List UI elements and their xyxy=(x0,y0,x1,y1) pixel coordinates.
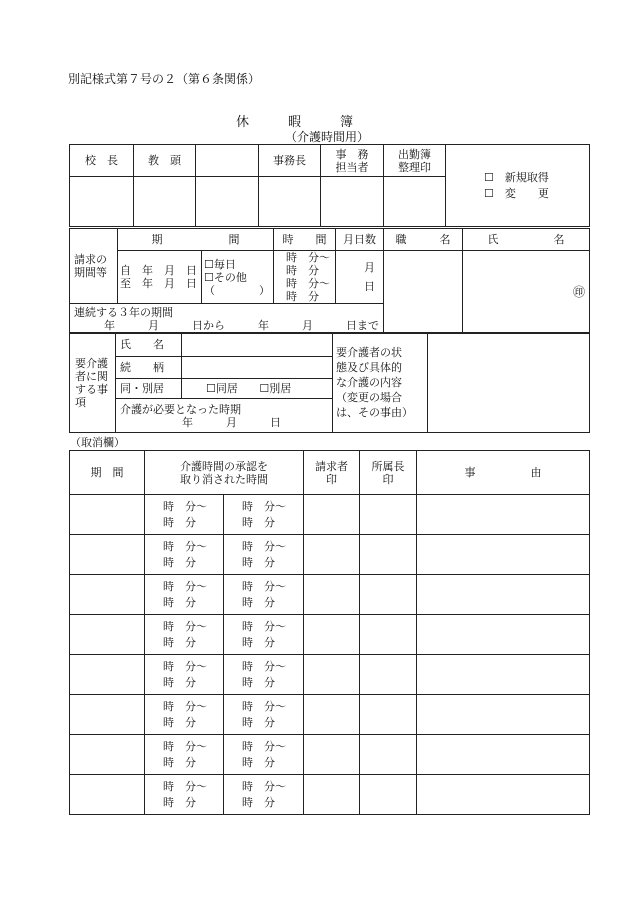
option-other[interactable]: ☐その他 xyxy=(204,270,247,284)
care-row-label xyxy=(70,333,116,433)
time-line-1: 時 分〜 xyxy=(286,251,330,264)
chief-seal-cell[interactable] xyxy=(360,575,417,615)
care-state-line-3: な介護の内容 xyxy=(336,376,402,389)
chief-seal-cell[interactable] xyxy=(360,615,417,655)
vice-principal-header: 教 頭 xyxy=(134,145,196,177)
cancel-time-start-cell[interactable] xyxy=(145,655,224,695)
cancel-time-from: 時 分〜 xyxy=(163,740,207,753)
cancel-row xyxy=(70,575,590,615)
month-unit: 月 xyxy=(364,261,375,274)
office-chief-seal-box[interactable] xyxy=(259,177,321,227)
position-value[interactable] xyxy=(384,251,463,334)
staff-in-charge-line-2: 担当者 xyxy=(335,160,369,174)
chief-header-1: 所属長 xyxy=(371,459,405,473)
cancel-row xyxy=(70,495,590,535)
cancel-time-to: 時 分 xyxy=(163,636,196,649)
cancel-time-end-cell[interactable] xyxy=(224,735,304,775)
cancel-time-to: 時 分 xyxy=(163,676,196,689)
period-dates[interactable] xyxy=(118,251,202,304)
approval-table xyxy=(69,144,590,227)
chief-seal-header xyxy=(360,451,417,495)
cancel-time-start-cell[interactable] xyxy=(145,575,224,615)
reason-cell[interactable] xyxy=(417,735,590,775)
day-unit: 日 xyxy=(364,280,375,293)
cancel-time-from: 時 分〜 xyxy=(163,500,207,513)
needed-since[interactable] xyxy=(116,399,333,433)
cancel-time-from: 時 分〜 xyxy=(163,620,207,633)
principal-header: 校 長 xyxy=(70,145,134,177)
option-change[interactable]: ☐ 変 更 xyxy=(484,187,549,200)
chief-seal-cell[interactable] xyxy=(360,535,417,575)
cancel-period-cell[interactable] xyxy=(70,535,145,575)
cancel-period-header: 期 間 xyxy=(70,451,145,495)
three-year-label: 連続する３年の期間 xyxy=(74,305,173,319)
cancel-time-from: 時 分〜 xyxy=(242,620,286,633)
cancel-time-from: 時 分〜 xyxy=(242,740,286,753)
cancel-period-cell[interactable] xyxy=(70,655,145,695)
requester-seal-cell[interactable] xyxy=(304,735,360,775)
office-chief-header: 事務長 xyxy=(259,145,321,177)
cancel-time-end-cell[interactable] xyxy=(224,775,304,815)
days-count[interactable] xyxy=(336,251,384,304)
cancel-time-from: 時 分〜 xyxy=(242,780,286,793)
cancel-period-cell[interactable] xyxy=(70,575,145,615)
time-line-4: 時 分 xyxy=(286,290,319,303)
cancel-time-from: 時 分〜 xyxy=(242,660,286,673)
cancel-row xyxy=(70,775,590,815)
option-cohabit-same[interactable]: ☐同居 xyxy=(206,382,238,395)
position-header: 職 名 xyxy=(384,229,463,251)
reason-cell[interactable] xyxy=(417,495,590,535)
reason-cell[interactable] xyxy=(417,535,590,575)
cancel-row xyxy=(70,735,590,775)
reason-cell[interactable] xyxy=(417,655,590,695)
option-other-paren: （ ） xyxy=(204,283,270,297)
chief-header-2: 印 xyxy=(382,472,394,486)
cancel-period-cell[interactable] xyxy=(70,695,145,735)
attendance-seal-line-1: 出勤簿 xyxy=(398,147,431,161)
needed-since-label: 介護が必要となった時期 xyxy=(120,402,241,416)
requester-seal-cell[interactable] xyxy=(304,575,360,615)
care-state-line-4: （変更の場合 xyxy=(336,391,402,404)
cancel-period-cell[interactable] xyxy=(70,735,145,775)
to-date: 至 年 月 日 xyxy=(120,277,197,290)
cancel-time-to: 時 分 xyxy=(242,756,275,769)
blank-seal-box[interactable] xyxy=(196,177,259,227)
care-name-value[interactable] xyxy=(182,333,333,357)
cancel-time-to: 時 分 xyxy=(242,596,275,609)
requester-seal-header xyxy=(304,451,360,495)
requester-seal-cell[interactable] xyxy=(304,775,360,815)
cancel-time-from: 時 分〜 xyxy=(242,500,286,513)
cancel-time-start-cell[interactable] xyxy=(145,495,224,535)
time-range[interactable] xyxy=(274,251,336,304)
cancel-time-to: 時 分 xyxy=(242,676,275,689)
request-row-label-2: 期間等 xyxy=(74,266,107,279)
staff-in-charge-header xyxy=(321,145,384,177)
requester-seal-cell[interactable] xyxy=(304,535,360,575)
care-state-line-2: 態及び具体的 xyxy=(336,361,402,374)
reason-cell[interactable] xyxy=(417,575,590,615)
cancel-time-from: 時 分〜 xyxy=(163,700,207,713)
cancel-time-from: 時 分〜 xyxy=(242,540,286,553)
care-state-value[interactable] xyxy=(428,333,590,433)
cancel-time-end-cell[interactable] xyxy=(224,655,304,695)
cancel-time-end-cell[interactable] xyxy=(224,575,304,615)
staff-seal-box[interactable] xyxy=(321,177,384,227)
vice-principal-seal-box[interactable] xyxy=(134,177,196,227)
cancel-table xyxy=(69,450,590,815)
cancel-time-start-cell[interactable] xyxy=(145,535,224,575)
chief-seal-cell[interactable] xyxy=(360,655,417,695)
staff-in-charge-line-1: 事 務 xyxy=(335,147,369,161)
cancel-time-from: 時 分〜 xyxy=(163,780,207,793)
requester-seal-cell[interactable] xyxy=(304,655,360,695)
option-daily[interactable]: ☐毎日 xyxy=(204,257,236,271)
care-label-4: 項 xyxy=(75,395,86,409)
cancel-time-start-cell[interactable] xyxy=(145,735,224,775)
form-number: 別記様式第７号の２（第６条関係） xyxy=(68,72,261,86)
cancel-row xyxy=(70,655,590,695)
cancel-period-cell[interactable] xyxy=(70,775,145,815)
cancel-time-start-cell[interactable] xyxy=(145,695,224,735)
cancel-time-to: 時 分 xyxy=(242,516,275,529)
cancel-time-start-cell[interactable] xyxy=(145,775,224,815)
requester-seal-cell[interactable] xyxy=(304,495,360,535)
cancel-time-to: 時 分 xyxy=(242,796,275,809)
cancel-period-cell[interactable] xyxy=(70,615,145,655)
request-row-label xyxy=(70,229,118,304)
blank-header xyxy=(196,145,259,177)
cancel-time-end-cell[interactable] xyxy=(224,535,304,575)
requester-seal-cell[interactable] xyxy=(304,615,360,655)
cancel-period-cell[interactable] xyxy=(70,495,145,535)
time-line-2: 時 分 xyxy=(286,264,319,277)
care-name-label: 氏 名 xyxy=(116,333,182,357)
cancel-section-label: （取消欄） xyxy=(70,436,125,449)
care-label-2: 者に関 xyxy=(75,369,108,383)
cancel-time-to: 時 分 xyxy=(163,516,196,529)
cancel-time-to: 時 分 xyxy=(163,796,196,809)
cancel-row xyxy=(70,535,590,575)
reason-cell[interactable] xyxy=(417,775,590,815)
attendance-seal-line-2: 整理印 xyxy=(398,160,431,174)
option-new[interactable]: ☐ 新規取得 xyxy=(484,171,549,184)
requester-header-1: 請求者 xyxy=(315,459,348,473)
request-table xyxy=(69,228,590,334)
chief-seal-cell[interactable] xyxy=(360,495,417,535)
days-header: 月日数 xyxy=(336,229,384,251)
requester-seal-cell[interactable] xyxy=(304,695,360,735)
cancel-time-end-cell[interactable] xyxy=(224,695,304,735)
time-header: 時 間 xyxy=(274,229,336,251)
attendance-seal-header xyxy=(384,145,446,177)
chief-seal-cell[interactable] xyxy=(360,775,417,815)
cancel-time-from: 時 分〜 xyxy=(163,660,207,673)
cancel-time-to: 時 分 xyxy=(242,636,275,649)
cancel-time-from: 時 分〜 xyxy=(163,580,207,593)
cancel-row xyxy=(70,695,590,735)
cohabit-label: 同・別居 xyxy=(116,379,182,399)
needed-since-date: 年 月 日 xyxy=(182,415,281,429)
three-year-period[interactable] xyxy=(70,304,384,334)
cohabit-options[interactable] xyxy=(182,379,333,399)
three-year-value: 年 月 日から 年 月 日まで xyxy=(104,318,379,332)
requester-header-2: 印 xyxy=(326,472,337,486)
cancel-time-to: 時 分 xyxy=(242,716,275,729)
care-state-line-5: は、その事由） xyxy=(336,406,413,419)
seal-mark: ㊞ xyxy=(572,284,585,299)
name-value[interactable] xyxy=(463,251,590,334)
relation-label: 続 柄 xyxy=(116,357,182,379)
reason-header: 事 由 xyxy=(417,451,590,495)
attendance-seal-box[interactable] xyxy=(384,177,446,227)
period-header: 期 間 xyxy=(118,229,274,251)
chief-seal-cell[interactable] xyxy=(360,695,417,735)
page-subtitle: （介護時間用） xyxy=(285,130,370,144)
cancel-row xyxy=(70,615,590,655)
cancel-time-to: 時 分 xyxy=(163,756,196,769)
cancel-time-to: 時 分 xyxy=(163,596,196,609)
reason-cell[interactable] xyxy=(417,695,590,735)
cancel-time-from: 時 分〜 xyxy=(242,580,286,593)
name-header: 氏 名 xyxy=(463,229,590,251)
request-row-label-1: 請求の xyxy=(74,253,107,266)
care-label-3: する事 xyxy=(75,382,108,396)
cancel-time-to: 時 分 xyxy=(163,556,196,569)
cancel-time-from: 時 分〜 xyxy=(242,700,286,713)
option-cohabit-separate[interactable]: ☐別居 xyxy=(259,382,292,395)
status-options xyxy=(446,145,590,227)
care-state-line-1: 要介護者の状 xyxy=(336,346,402,359)
reason-cell[interactable] xyxy=(417,615,590,655)
cancel-time-to: 時 分 xyxy=(242,556,275,569)
chief-seal-cell[interactable] xyxy=(360,735,417,775)
time-line-3: 時 分〜 xyxy=(286,277,330,290)
cancel-time-end-cell[interactable] xyxy=(224,495,304,535)
cancel-time-from: 時 分〜 xyxy=(163,540,207,553)
care-table xyxy=(69,332,590,433)
cancel-time-header xyxy=(145,451,304,495)
cancel-time-end-cell[interactable] xyxy=(224,615,304,655)
page-title: 休 暇 簿 xyxy=(236,115,354,130)
cancel-time-header-2: 取り消された時間 xyxy=(180,472,268,486)
principal-seal-box[interactable] xyxy=(70,177,134,227)
cancel-time-header-1: 介護時間の承認を xyxy=(180,459,268,473)
cancel-time-start-cell[interactable] xyxy=(145,615,224,655)
care-state-label xyxy=(333,333,428,433)
care-label-1: 要介護 xyxy=(75,356,108,370)
frequency-options[interactable] xyxy=(202,251,274,304)
from-date: 自 年 月 日 xyxy=(120,264,197,277)
relation-value[interactable] xyxy=(182,357,333,379)
cancel-time-to: 時 分 xyxy=(163,716,196,729)
